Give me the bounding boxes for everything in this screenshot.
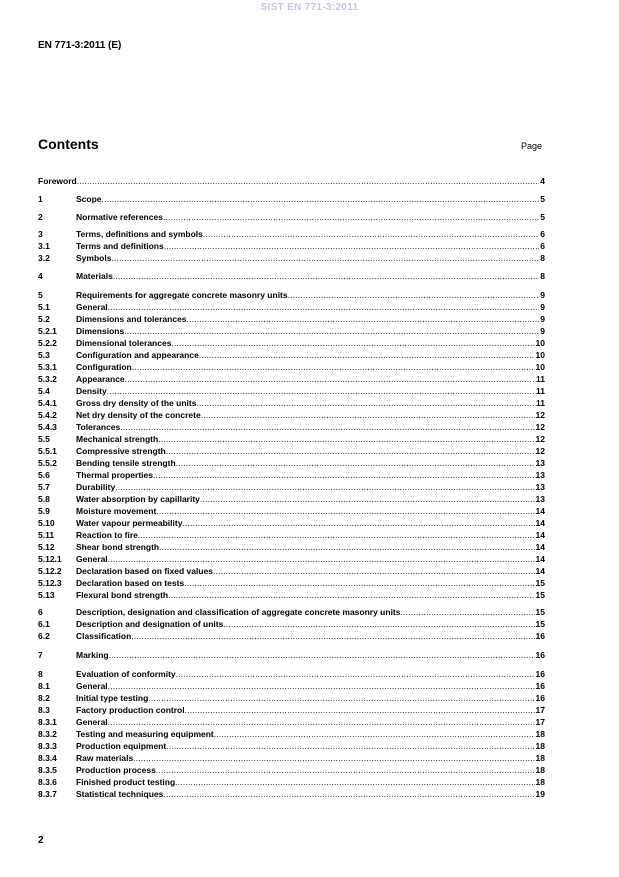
toc-dot-leader bbox=[176, 669, 535, 680]
toc-entry-page: 18 bbox=[535, 741, 545, 751]
toc-entry-page: 13 bbox=[535, 470, 545, 480]
toc-entry-title: Raw materials bbox=[76, 753, 134, 763]
toc-entry-page: 10 bbox=[535, 362, 545, 372]
toc-entry[interactable] bbox=[38, 253, 545, 264]
toc-entry-page: 14 bbox=[535, 518, 545, 528]
toc-entry-number: 8.2 bbox=[38, 693, 50, 703]
toc-entry[interactable] bbox=[38, 374, 545, 385]
toc-dot-leader bbox=[401, 607, 535, 618]
toc-dot-leader bbox=[166, 446, 535, 457]
page-column-label: Page bbox=[521, 141, 543, 151]
toc-dot-leader bbox=[107, 386, 535, 397]
toc-entry[interactable] bbox=[38, 446, 545, 457]
toc-entry-number: 5.11 bbox=[38, 530, 55, 540]
toc-entry-page: 5 bbox=[540, 194, 545, 204]
toc-entry[interactable] bbox=[38, 741, 545, 752]
watermark: SIST EN 771-3:2011 bbox=[260, 2, 359, 13]
toc-entry-number: 5.4.2 bbox=[38, 410, 57, 420]
toc-entry-title: Moisture movement bbox=[76, 506, 157, 516]
toc-entry-title: Density bbox=[76, 386, 107, 396]
toc-entry-title: Classification bbox=[76, 631, 132, 641]
toc-entry-title: Production process bbox=[76, 765, 156, 775]
toc-entry[interactable] bbox=[38, 518, 545, 529]
toc-entry-page: 19 bbox=[535, 789, 545, 799]
toc-entry[interactable] bbox=[38, 176, 545, 187]
toc-entry[interactable] bbox=[38, 422, 545, 433]
toc-dot-leader bbox=[223, 619, 534, 630]
toc-entry-number: 8.3.6 bbox=[38, 777, 57, 787]
toc-entry-page: 9 bbox=[540, 302, 545, 312]
toc-entry-page: 8 bbox=[540, 253, 545, 263]
toc-entry-title: Initial type testing bbox=[76, 693, 149, 703]
toc-dot-leader bbox=[132, 362, 535, 373]
toc-dot-leader bbox=[133, 753, 534, 764]
toc-dot-leader bbox=[156, 765, 535, 776]
toc-entry[interactable] bbox=[38, 386, 545, 397]
toc-entry[interactable] bbox=[38, 470, 545, 481]
toc-entry[interactable] bbox=[38, 326, 545, 337]
toc-dot-leader bbox=[214, 729, 535, 740]
toc-entry-title: Description, designation and classification of aggregate concrete masonry units bbox=[76, 607, 401, 617]
toc-entry-title: Configuration bbox=[76, 362, 132, 372]
toc-entry-title: Durability bbox=[76, 482, 116, 492]
toc-entry[interactable] bbox=[38, 458, 545, 469]
toc-entry-number: 5.6 bbox=[38, 470, 50, 480]
toc-entry-number: 5.3 bbox=[38, 350, 50, 360]
toc-dot-leader bbox=[288, 290, 540, 301]
toc-entry[interactable] bbox=[38, 482, 545, 493]
toc-entry-title: Description and designation of units bbox=[76, 619, 224, 629]
toc-entry-title: Factory production control bbox=[76, 705, 185, 715]
toc-entry[interactable] bbox=[38, 229, 545, 240]
toc-dot-leader bbox=[108, 681, 535, 692]
toc-entry-title: Configuration and appearance bbox=[76, 350, 199, 360]
toc-entry-number: 1 bbox=[38, 194, 43, 204]
toc-entry-title: Finished product testing bbox=[76, 777, 176, 787]
toc-entry-number: 5 bbox=[38, 290, 43, 300]
toc-entry-page: 15 bbox=[535, 578, 545, 588]
toc-entry[interactable] bbox=[38, 578, 545, 589]
toc-entry-title: Compressive strength bbox=[76, 446, 166, 456]
toc-dot-leader bbox=[159, 542, 534, 553]
toc-dot-leader bbox=[156, 506, 534, 517]
toc-entry-title: Materials bbox=[76, 271, 113, 281]
toc-dot-leader bbox=[164, 241, 540, 252]
toc-entry-title: General bbox=[76, 717, 108, 727]
toc-entry-title: Terms and definitions bbox=[76, 241, 164, 251]
toc-entry-title: Marking bbox=[76, 650, 109, 660]
toc-entry-title: Statistical techniques bbox=[76, 789, 164, 799]
toc-entry-page: 16 bbox=[535, 631, 545, 641]
toc-entry-page: 12 bbox=[535, 422, 545, 432]
toc-entry-page: 16 bbox=[535, 681, 545, 691]
toc-entry-number: 5.10 bbox=[38, 518, 55, 528]
toc-entry-page: 12 bbox=[535, 434, 545, 444]
toc-entry-title: Net dry density of the concrete bbox=[76, 410, 201, 420]
toc-dot-leader bbox=[158, 434, 534, 445]
toc-entry-number: 5.12 bbox=[38, 542, 55, 552]
toc-entry[interactable] bbox=[38, 590, 545, 601]
toc-dot-leader bbox=[175, 777, 534, 788]
toc-entry[interactable] bbox=[38, 410, 545, 421]
toc-entry-page: 8 bbox=[540, 271, 545, 281]
toc-entry-title: Flexural bond strength bbox=[76, 590, 169, 600]
toc-entry-page: 9 bbox=[540, 314, 545, 324]
toc-entry-page: 4 bbox=[540, 176, 545, 186]
toc-entry-number: 5.2.2 bbox=[38, 338, 57, 348]
toc-entry-title: Foreword bbox=[38, 176, 77, 186]
toc-entry-title: Dimensions bbox=[76, 326, 125, 336]
toc-entry-number: 5.4.1 bbox=[38, 398, 57, 408]
toc-dot-leader bbox=[187, 314, 540, 325]
toc-entry[interactable] bbox=[38, 362, 545, 373]
toc-entry-number: 8.3.5 bbox=[38, 765, 57, 775]
toc-dot-leader bbox=[163, 789, 534, 800]
toc-entry-title: Normative references bbox=[76, 212, 163, 222]
toc-entry[interactable] bbox=[38, 631, 545, 642]
toc-entry-number: 8.3.2 bbox=[38, 729, 57, 739]
toc-entry-page: 12 bbox=[535, 410, 545, 420]
toc-entry-number: 8.3.1 bbox=[38, 717, 57, 727]
toc-entry-title: Tolerances bbox=[76, 422, 121, 432]
toc-entry-page: 17 bbox=[535, 705, 545, 715]
toc-entry-number: 5.12.1 bbox=[38, 554, 62, 564]
toc-entry-title: Appearance bbox=[76, 374, 125, 384]
toc-entry[interactable] bbox=[38, 314, 545, 325]
toc-dot-leader bbox=[199, 350, 535, 361]
toc-entry-page: 15 bbox=[535, 619, 545, 629]
toc-entry-number: 5.8 bbox=[38, 494, 50, 504]
toc-entry-page: 15 bbox=[535, 607, 545, 617]
toc-dot-leader bbox=[200, 494, 535, 505]
toc-entry[interactable] bbox=[38, 566, 545, 577]
toc-dot-leader bbox=[125, 374, 535, 385]
toc-entry-page: 18 bbox=[535, 777, 545, 787]
toc-entry-title: Requirements for aggregate concrete masonry units bbox=[76, 290, 288, 300]
toc-entry-number: 5.3.2 bbox=[38, 374, 57, 384]
toc-entry[interactable] bbox=[38, 693, 545, 704]
toc-entry-title: Dimensional tolerances bbox=[76, 338, 172, 348]
toc-entry[interactable] bbox=[38, 302, 545, 313]
toc-entry-title: Declaration based on tests bbox=[76, 578, 185, 588]
toc-dot-leader bbox=[163, 212, 539, 223]
toc-entry-number: 4 bbox=[38, 271, 43, 281]
toc-entry[interactable] bbox=[38, 290, 545, 301]
toc-entry-number: 8 bbox=[38, 669, 43, 679]
toc-entry-title: Shear bond strength bbox=[76, 542, 160, 552]
toc-entry-number: 8.1 bbox=[38, 681, 50, 691]
toc-entry[interactable] bbox=[38, 241, 545, 252]
toc-entry[interactable] bbox=[38, 705, 545, 716]
toc-entry-number: 5.3.1 bbox=[38, 362, 57, 372]
toc-entry-page: 6 bbox=[540, 241, 545, 251]
toc-entry[interactable] bbox=[38, 753, 545, 764]
toc-entry[interactable] bbox=[38, 681, 545, 692]
toc-dot-leader bbox=[120, 422, 534, 433]
toc-dot-leader bbox=[124, 326, 539, 337]
toc-entry-page: 11 bbox=[536, 386, 545, 396]
toc-dot-leader bbox=[201, 410, 535, 421]
toc-entry-number: 5.12.2 bbox=[38, 566, 62, 576]
toc-entry[interactable] bbox=[38, 271, 545, 282]
toc-entry-title: Gross dry density of the units bbox=[76, 398, 197, 408]
toc-entry[interactable] bbox=[38, 717, 545, 728]
toc-entry-page: 14 bbox=[535, 506, 545, 516]
toc-entry-number: 8.3.4 bbox=[38, 753, 57, 763]
toc-entry-number: 5.2.1 bbox=[38, 326, 57, 336]
toc-entry-page: 13 bbox=[535, 458, 545, 468]
toc-entry[interactable] bbox=[38, 650, 545, 661]
toc-entry-number: 5.7 bbox=[38, 482, 50, 492]
toc-entry[interactable] bbox=[38, 669, 545, 680]
toc-dot-leader bbox=[184, 578, 534, 589]
toc-entry[interactable] bbox=[38, 398, 545, 409]
toc-entry-page: 14 bbox=[535, 566, 545, 576]
toc-entry[interactable] bbox=[38, 494, 545, 505]
toc-entry-page: 16 bbox=[535, 650, 545, 660]
toc-dot-leader bbox=[111, 253, 539, 264]
toc-dot-leader bbox=[109, 650, 535, 661]
toc-entry-title: Mechanical strength bbox=[76, 434, 159, 444]
toc-entry-page: 5 bbox=[540, 212, 545, 222]
toc-entry-number: 5.5 bbox=[38, 434, 50, 444]
toc-entry-number: 3.2 bbox=[38, 253, 50, 263]
toc-entry-page: 10 bbox=[535, 350, 545, 360]
toc-dot-leader bbox=[203, 229, 539, 240]
toc-entry-title: Water vapour permeability bbox=[76, 518, 183, 528]
toc-entry-title: Testing and measuring equipment bbox=[76, 729, 214, 739]
toc-entry-page: 18 bbox=[535, 729, 545, 739]
toc-dot-leader bbox=[138, 530, 535, 541]
toc-entry[interactable] bbox=[38, 729, 545, 740]
toc-dot-leader bbox=[108, 554, 535, 565]
toc-entry-title: Dimensions and tolerances bbox=[76, 314, 187, 324]
toc-entry-number: 7 bbox=[38, 650, 43, 660]
toc-entry-title: Thermal properties bbox=[76, 470, 153, 480]
contents-title: Contents bbox=[38, 136, 99, 152]
toc-entry-page: 14 bbox=[535, 530, 545, 540]
toc-dot-leader bbox=[166, 741, 534, 752]
toc-entry-title: Symbols bbox=[76, 253, 112, 263]
toc-entry[interactable] bbox=[38, 542, 545, 553]
toc-dot-leader bbox=[108, 717, 535, 728]
toc-entry-number: 5.4 bbox=[38, 386, 50, 396]
toc-entry-page: 9 bbox=[540, 326, 545, 336]
toc-entry-page: 17 bbox=[535, 717, 545, 727]
toc-entry-title: Declaration based on fixed values bbox=[76, 566, 213, 576]
toc-dot-leader bbox=[115, 482, 534, 493]
toc-dot-leader bbox=[108, 302, 540, 313]
toc-entry-page: 9 bbox=[540, 290, 545, 300]
toc-entry-page: 14 bbox=[535, 542, 545, 552]
toc-dot-leader bbox=[77, 176, 540, 187]
toc-entry[interactable] bbox=[38, 554, 545, 565]
toc-entry-page: 10 bbox=[535, 338, 545, 348]
toc-entry-title: Production equipment bbox=[76, 741, 167, 751]
toc-entry[interactable] bbox=[38, 350, 545, 361]
toc-entry-title: General bbox=[76, 302, 108, 312]
toc-entry-number: 8.3.7 bbox=[38, 789, 57, 799]
toc-dot-leader bbox=[102, 194, 540, 205]
toc-entry-number: 6.2 bbox=[38, 631, 50, 641]
toc-entry-title: General bbox=[76, 681, 108, 691]
toc-entry[interactable] bbox=[38, 212, 545, 223]
toc-dot-leader bbox=[196, 398, 535, 409]
toc-entry[interactable] bbox=[38, 506, 545, 517]
toc-entry[interactable] bbox=[38, 777, 545, 788]
toc-dot-leader bbox=[176, 458, 535, 469]
toc-entry-title: Water absorption by capillarity bbox=[76, 494, 200, 504]
toc-entry-number: 3.1 bbox=[38, 241, 50, 251]
toc-entry-page: 11 bbox=[536, 374, 545, 384]
toc-entry[interactable] bbox=[38, 434, 545, 445]
toc-entry-page: 6 bbox=[540, 229, 545, 239]
toc-entry-number: 5.12.3 bbox=[38, 578, 62, 588]
toc-entry-number: 2 bbox=[38, 212, 43, 222]
toc-dot-leader bbox=[113, 271, 539, 282]
toc-entry[interactable] bbox=[38, 194, 545, 205]
document-id: EN 771-3:2011 (E) bbox=[38, 40, 122, 51]
toc-entry[interactable] bbox=[38, 338, 545, 349]
toc-entry-page: 18 bbox=[535, 753, 545, 763]
toc-dot-leader bbox=[168, 590, 534, 601]
toc-dot-leader bbox=[153, 470, 535, 481]
toc-entry-title: Bending tensile strength bbox=[76, 458, 176, 468]
toc-entry-page: 11 bbox=[536, 398, 545, 408]
toc-entry-page: 18 bbox=[535, 765, 545, 775]
toc-entry-number: 5.5.2 bbox=[38, 458, 57, 468]
toc-entry-title: Scope bbox=[76, 194, 102, 204]
toc-entry-page: 15 bbox=[535, 590, 545, 600]
toc-entry[interactable] bbox=[38, 619, 545, 630]
toc-dot-leader bbox=[171, 338, 534, 349]
toc-entry-page: 16 bbox=[535, 669, 545, 679]
toc-dot-leader bbox=[148, 693, 534, 704]
toc-entry-page: 13 bbox=[535, 482, 545, 492]
toc-entry-title: General bbox=[76, 554, 108, 564]
toc-entry-number: 5.13 bbox=[38, 590, 55, 600]
toc-dot-leader bbox=[213, 566, 535, 577]
toc-entry-number: 5.1 bbox=[38, 302, 50, 312]
toc-dot-leader bbox=[185, 705, 535, 716]
toc-entry-number: 5.2 bbox=[38, 314, 50, 324]
toc-entry-page: 12 bbox=[535, 446, 545, 456]
toc-entry-number: 8.3.3 bbox=[38, 741, 57, 751]
toc-entry[interactable] bbox=[38, 530, 545, 541]
toc-entry-title: Reaction to fire bbox=[76, 530, 138, 540]
toc-entry-number: 8.3 bbox=[38, 705, 50, 715]
toc-entry[interactable] bbox=[38, 765, 545, 776]
toc-entry[interactable] bbox=[38, 789, 545, 800]
toc-entry-number: 6 bbox=[38, 607, 43, 617]
toc-entry-number: 5.9 bbox=[38, 506, 50, 516]
toc-entry-page: 14 bbox=[535, 554, 545, 564]
toc-entry-number: 6.1 bbox=[38, 619, 50, 629]
toc-entry-page: 16 bbox=[535, 693, 545, 703]
toc-entry-number: 3 bbox=[38, 229, 43, 239]
toc-entry[interactable] bbox=[38, 607, 545, 618]
toc-dot-leader bbox=[131, 631, 534, 642]
toc-entry-number: 5.4.3 bbox=[38, 422, 57, 432]
toc-dot-leader bbox=[182, 518, 534, 529]
toc-entry-title: Terms, definitions and symbols bbox=[76, 229, 203, 239]
toc-entry-number: 5.5.1 bbox=[38, 446, 57, 456]
toc-entry-title: Evaluation of conformity bbox=[76, 669, 176, 679]
toc-entry-page: 13 bbox=[535, 494, 545, 504]
page-number: 2 bbox=[38, 835, 44, 846]
